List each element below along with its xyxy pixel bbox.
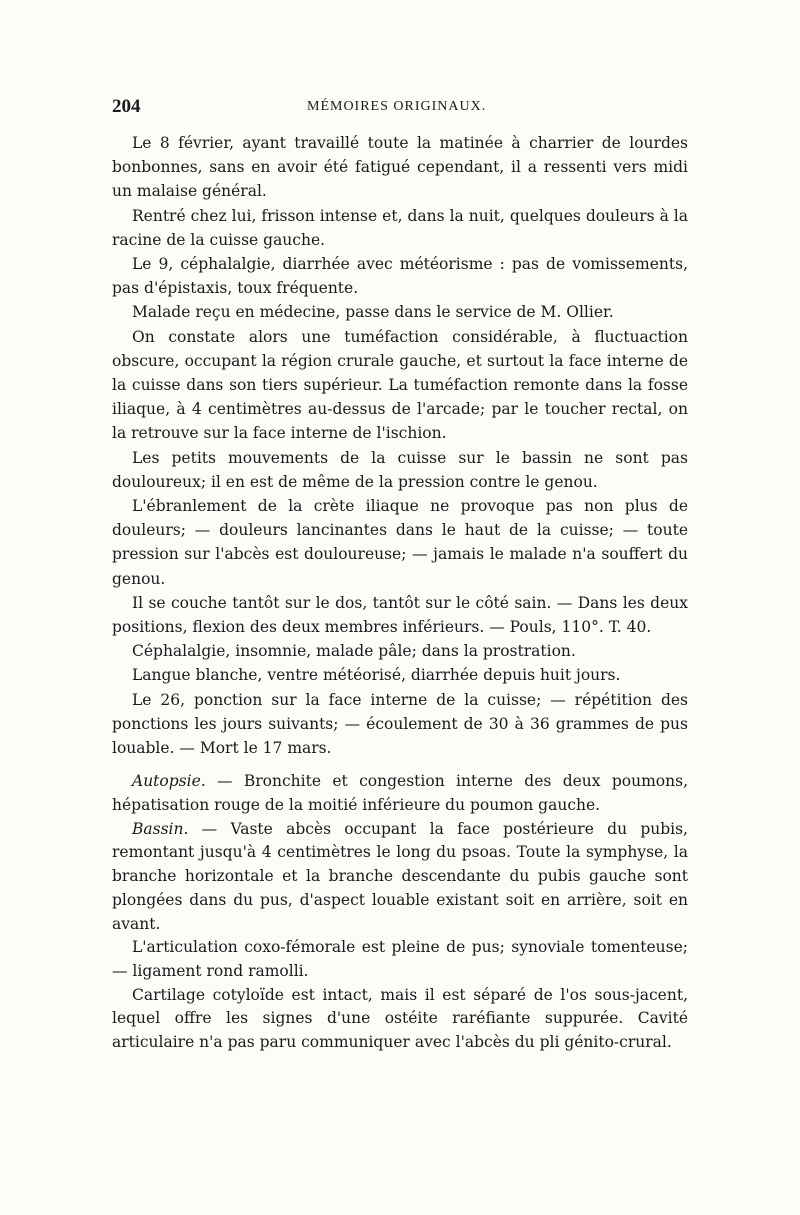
bassin-text: — Vaste abcès occupant la face postérieure du pubis, remontant jusqu'à 4 centimètres le long du psoas. Toute la symphyse, la branche horizontale et la branche descendante du pubis gauche sont plongées dans du pus, d'aspect louable existant soit en arrière, soit en avant. (112, 819, 688, 933)
paragraph-feb-9: Le 9, céphalalgie, diarrhée avec météorisme : pas de vomissements, pas d'épistaxis, toux fréquente. (112, 255, 688, 298)
paragraph-position: Il se couche tantôt sur le dos, tantôt sur le côté sain. — Dans les deux positions, flexion des deux membres inférieurs. — Pouls, 110°. T. 40. (112, 593, 688, 637)
page-header (112, 96, 688, 122)
paragraph-movements: Les petits mouvements de la cuisse sur le bassin ne sont pas douloureux; il en est de même de la pression contre le genou. (112, 448, 688, 491)
paragraph-admission: Malade reçu en médecine, passe dans le service de M. Ollier. (132, 303, 614, 322)
paragraph-articulation: L'articulation coxo-fémorale est pleine de pus; synoviale tomenteuse; — ligament rond ramolli. (112, 938, 688, 980)
paragraph-swelling: On constate alors une tuméfaction considérable, à fluctuaction obscure, occupant la région crurale gauche, et surtout la face interne de la cuisse dans son tiers supérieur. La tuméfaction remonte dans la fosse iliaque, à 4 centimètres au-dessus de l'arcade; par le toucher rectal, on la retrouve sur la face interne de l'ischion. (112, 327, 688, 443)
paragraph-cartilage: Cartilage cotyloïde est intact, mais il est séparé de l'os sous-jacent, lequel offre les signes d'une ostéite raréfiante suppurée. Cavité articulaire n'a pas paru communiquer avec l'abcès du pli génito-crural. (112, 985, 688, 1052)
page-number: 204 (112, 96, 141, 117)
body-text (112, 131, 688, 1055)
paragraph-tongue: Langue blanche, ventre météorisé, diarrhée depuis huit jours. (132, 666, 621, 685)
autopsy-label: Autopsie. (132, 772, 206, 791)
paragraph-headache: Céphalalgie, insomnie, malade pâle; dans la prostration. (132, 642, 576, 661)
paragraph-autopsy (112, 770, 688, 817)
paragraph-return-home: Rentré chez lui, frisson intense et, dans la nuit, quelques douleurs à la racine de la cuisse gauche. (112, 206, 688, 249)
paragraph-feb-8: Le 8 février, ayant travaillé toute la matinée à charrier de lourdes bonbonnes, sans en avoir été fatigué cependant, il a ressenti vers midi un malaise général. (112, 134, 688, 201)
bassin-label: Bassin. (132, 819, 189, 838)
autopsy-text: — Bronchite et congestion interne des deux poumons, hépatisation rouge de la moitié inférieure du poumon gauche. (112, 772, 688, 814)
running-title: MÉMOIRES ORIGINAUX. (307, 99, 487, 114)
paragraph-puncture: Le 26, ponction sur la face interne de la cuisse; — répétition des ponctions les jours suivants; — écoulement de 30 à 36 grammes de pus louable. — Mort le 17 mars. (112, 690, 688, 758)
paragraph-bassin (112, 818, 688, 937)
paragraph-iliac-crest: L'ébranlement de la crète iliaque ne provoque pas non plus de douleurs; — douleurs lancinantes dans le haut de la cuisse; — toute pression sur l'abcès est douloureuse; — jamais le malade n'a souffert du genou. (112, 497, 688, 588)
